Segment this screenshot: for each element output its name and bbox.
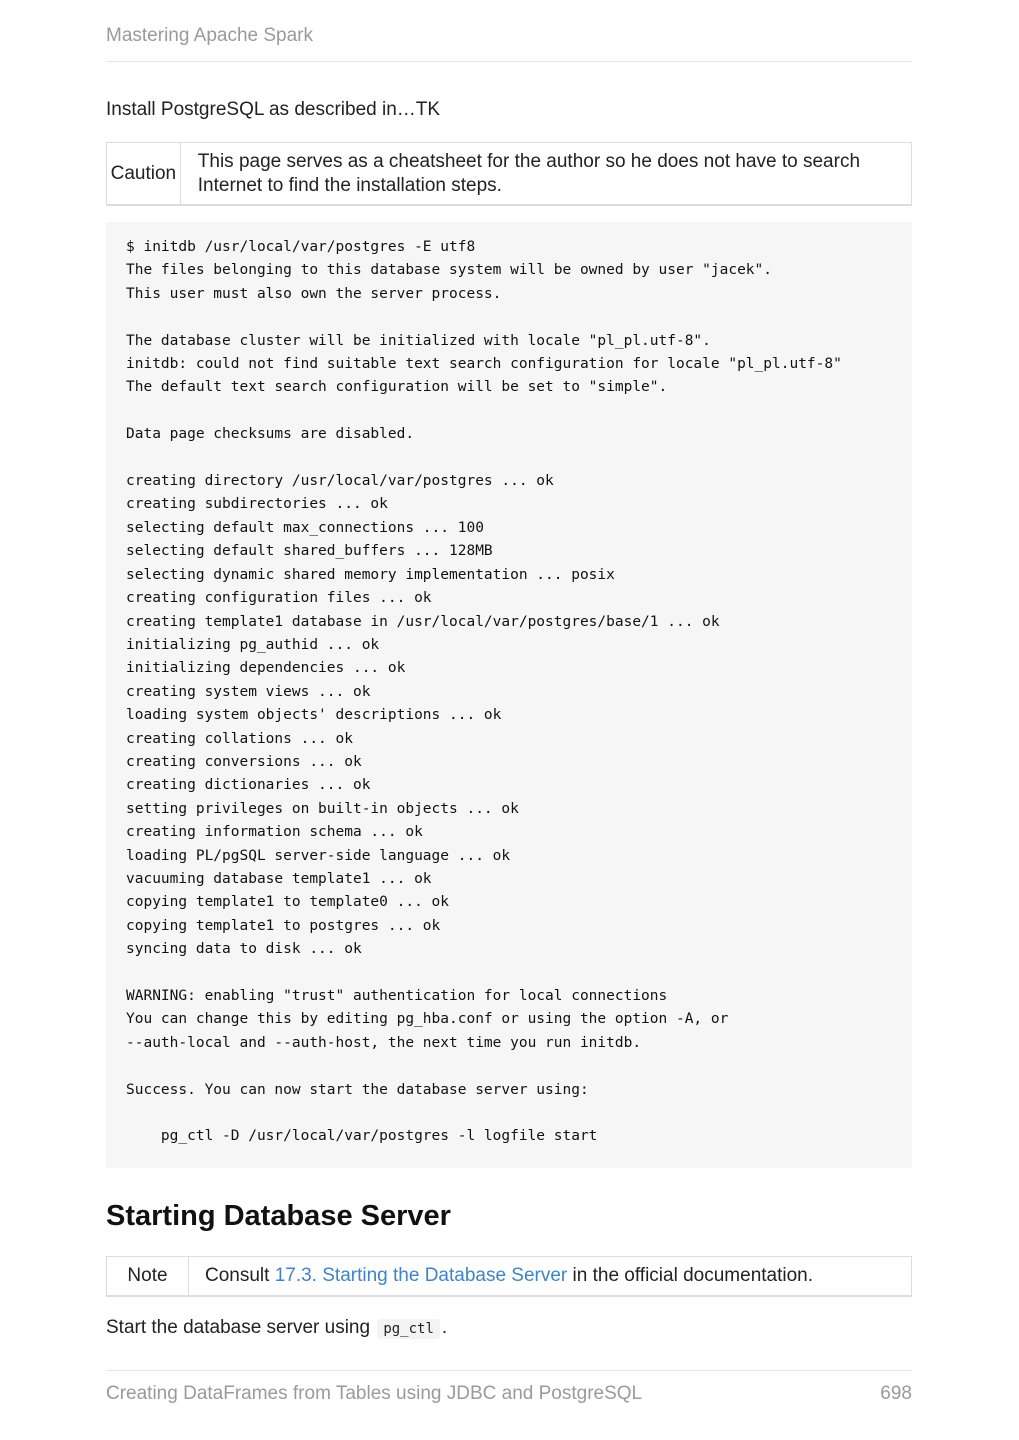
code-line: You can change this by editing pg_hba.conf or using the option -A, or	[126, 1011, 729, 1028]
code-listing	[126, 236, 912, 1149]
code-line: initializing pg_authid ... ok	[126, 636, 380, 653]
note-text	[189, 1257, 813, 1295]
code-line: vacuuming database template1 ... ok	[126, 870, 432, 887]
code-line: creating configuration files ... ok	[126, 590, 432, 607]
code-line: The database cluster will be initialized with locale "pl_pl.utf-8".	[126, 332, 711, 349]
code-line: The files belonging to this database system will be owned by user "jacek".	[126, 262, 773, 279]
code-line: copying template1 to template0 ... ok	[126, 894, 450, 911]
code-line: creating information schema ... ok	[126, 824, 423, 841]
running-footer	[106, 1370, 912, 1406]
code-line: --auth-local and --auth-host, the next time you run initdb.	[126, 1034, 642, 1051]
start-prefix: Start the database server using	[106, 1317, 376, 1338]
code-block	[106, 222, 912, 1168]
page-number: 698	[880, 1383, 912, 1404]
code-line: loading system objects' descriptions ... ok	[126, 707, 502, 724]
note-label: Note	[107, 1257, 189, 1295]
code-line: creating template1 database in /usr/local/var/postgres/base/1 ... ok	[126, 613, 720, 630]
start-suffix: .	[441, 1317, 448, 1338]
code-line: WARNING: enabling "trust" authentication for local connections	[126, 988, 668, 1004]
code-line: creating dictionaries ... ok	[126, 777, 371, 794]
chapter-title: Creating DataFrames from Tables using JDBC and PostgreSQL	[106, 1383, 643, 1404]
starting-database-server-link[interactable]: 17.3. Starting the Database Server	[274, 1265, 568, 1286]
intro-paragraph: Install PostgreSQL as described in…TK	[106, 99, 441, 120]
running-header	[106, 24, 912, 62]
caution-label: Caution	[107, 143, 181, 204]
code-line: selecting default shared_buffers ... 128MB	[126, 543, 493, 560]
code-line: The default text search configuration will be set to "simple".	[126, 379, 668, 396]
code-line: loading PL/pgSQL server-side language ... ok	[126, 847, 511, 864]
code-line: creating system views ... ok	[126, 683, 371, 700]
code-line: Data page checksums are disabled.	[126, 426, 415, 443]
note-suffix: in the official documentation.	[567, 1265, 814, 1286]
pg-ctl-code: pg_ctl	[377, 1319, 440, 1339]
code-line: creating collations ... ok	[126, 730, 353, 747]
code-line: initdb: could not find suitable text search configuration for locale "pl_pl.utf-8"	[126, 356, 842, 373]
code-line: Success. You can now start the database server using:	[126, 1081, 589, 1098]
caution-text: This page serves as a cheatsheet for the author so he does not have to search Internet to find the installation steps.	[197, 150, 861, 196]
code-line: This user must also own the server process.	[126, 285, 502, 302]
caution-admonition	[106, 142, 912, 206]
code-line: copying template1 to postgres ... ok	[126, 917, 441, 934]
code-line: creating conversions ... ok	[126, 753, 362, 770]
code-line: creating subdirectories ... ok	[126, 496, 388, 513]
note-admonition	[106, 1256, 912, 1297]
code-line: pg_ctl -D /usr/local/var/postgres -l logfile start	[126, 1128, 598, 1145]
code-line: initializing dependencies ... ok	[126, 660, 406, 677]
note-prefix: Consult	[205, 1265, 275, 1286]
start-paragraph	[106, 1315, 447, 1342]
code-line: creating directory /usr/local/var/postgres ... ok	[126, 473, 554, 490]
code-line: selecting default max_connections ... 100	[126, 519, 484, 536]
code-line: $ initdb /usr/local/var/postgres -E utf8	[126, 239, 476, 255]
code-line: setting privileges on built-in objects ... ok	[126, 800, 519, 817]
book-title: Mastering Apache Spark	[106, 25, 314, 46]
section-heading: Starting Database Server	[106, 1200, 451, 1232]
code-line: selecting dynamic shared memory implementation ... posix	[126, 566, 615, 583]
code-line: syncing data to disk ... ok	[126, 941, 362, 958]
